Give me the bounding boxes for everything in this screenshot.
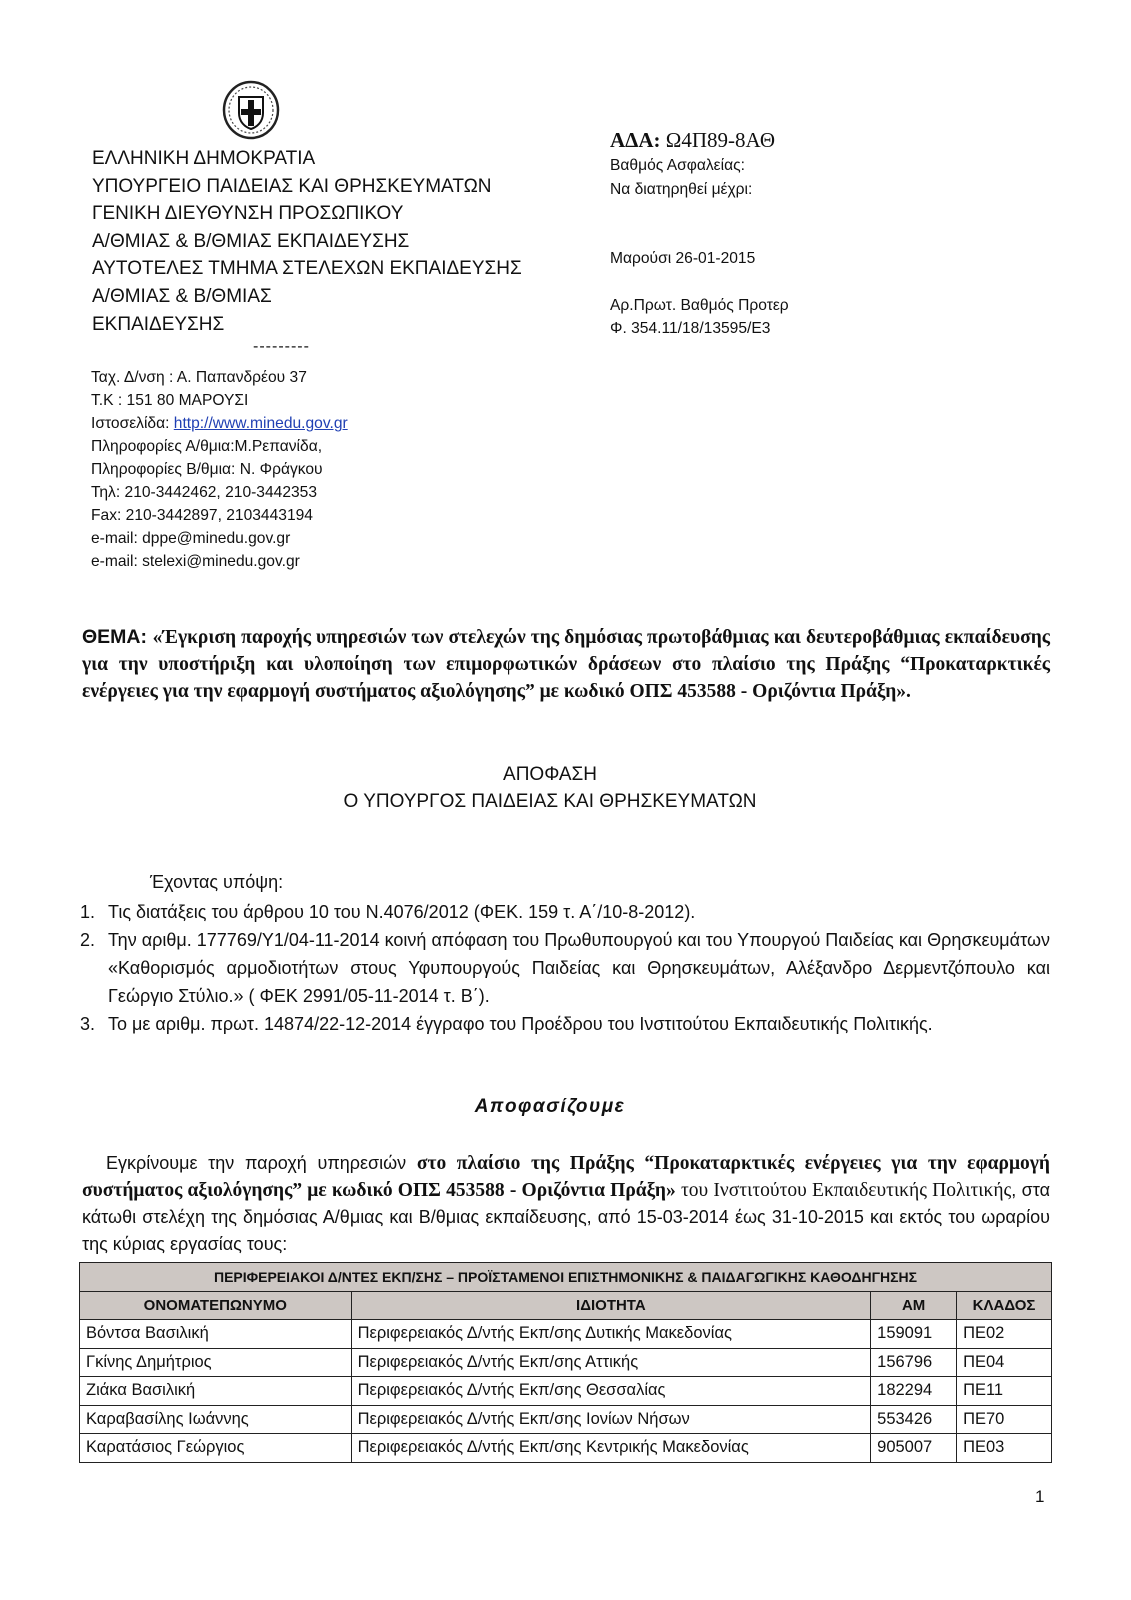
cell-name: Βόντσα Βασιλική [80,1320,352,1349]
email-2: e-mail: stelexi@minedu.gov.gr [91,553,300,570]
cell-branch: ΠΕ03 [957,1434,1052,1463]
header-line: Α/ΘΜΙΑΣ & Β/ΘΜΙΑΣ ΕΚΠΑΙΔΕΥΣΗΣ [92,230,410,252]
header-line: Α/ΘΜΙΑΣ & Β/ΘΜΙΑΣ [92,285,272,307]
column-header: ΙΔΙΟΤΗΤΑ [351,1291,871,1320]
minister-title: Ο ΥΠΟΥΡΓΟΣ ΠΑΙΔΕΙΑΣ ΚΑΙ ΘΡΗΣΚΕΥΜΑΤΩΝ [343,791,757,812]
cell-name: Ζιάκα Βασιλική [80,1377,352,1406]
subject [82,624,1050,705]
website [91,412,348,435]
info-primary: Πληροφορίες Α/θμια:Μ.Ρεπανίδα, [91,438,323,455]
cell-id: 182294 [871,1377,957,1406]
ada-code [610,128,775,153]
list-text: Την αριθμ. 177769/Υ1/04-11-2014 κοινή απόφαση του Πρωθυπουργού και του Υπουργού Παιδείας και Θρησκευμάτων «Καθορισμός αρμοδιοτήτων στους Υφυπουργούς Παιδείας και Θρησκευμάτων, Αλέξανδρο Δερμεντζόπουλο και Γεώργιο Στύλιο.» ( ΦΕΚ 2991/05-11-2014 τ. Β΄). [108,930,1050,1006]
column-header: ΚΛΑΔΟΣ [957,1291,1052,1320]
table-title: ΠΕΡΙΦΕΡΕΙΑΚΟΙ Δ/ΝΤΕΣ ΕΚΠ/ΣΗΣ – ΠΡΟΪΣΤΑΜΕΝΟΙ ΕΠΙΣΤΗΜΟΝΙΚΗΣ & ΠΑΙΔΑΓΩΓΙΚΗΣ ΚΑΘΟΔΗΓΗΣΗΣ [80,1263,1052,1292]
table-row [80,1348,1052,1377]
keep-until: Να διατηρηθεί μέχρι: [610,181,753,198]
list-number: 3. [80,1014,96,1034]
body-part-2: στο πλαίσιο της Πράξης “Προκαταρκτικές ενέργειες για την εφαρμογή συστήματος αξιολόγησης” με κωδικό ΟΠΣ 453588 - Οριζόντια Πράξη» [82,1153,1050,1201]
table-row [80,1405,1052,1434]
staff-table [79,1262,1052,1463]
body-part-3: του Ινστιτούτου Εκπαιδευτικής Πολιτικής [675,1180,1012,1201]
cell-id: 553426 [871,1405,957,1434]
cell-branch: ΠΕ11 [957,1377,1052,1406]
we-decide-heading: Αποφασίζουμε [474,1096,626,1117]
contact-details [91,366,348,573]
body-part-1: Εγκρίνουμε την παροχή υπηρεσιών [106,1153,417,1173]
cell-id: 905007 [871,1434,957,1463]
postal-code: Τ.Κ : 151 80 ΜΑΡΟΥΣΙ [91,392,249,409]
header-line: ΓΕΝΙΚΗ ΔΙΕΥΘΥΝΣΗ ΠΡΟΣΩΠΙΚΟΥ [92,203,404,225]
header-separator: --------- [253,338,310,355]
cell-role: Περιφερειακός Δ/ντής Εκπ/σης Δυτικής Μακεδονίας [351,1320,871,1349]
protocol-number: Φ. 354.11/18/13595/Ε3 [610,320,771,337]
table-row [80,1434,1052,1463]
cell-name: Καρατάσιος Γεώργιος [80,1434,352,1463]
subject-text: «Έγκριση παροχής υπηρεσιών των στελεχών της δημόσιας πρωτοβάθμιας και δευτεροβάθμιας εκπαίδευσης για την υποστήριξη και υλοποίηση των επιμορφωτικών δράσεων στο πλαίσιο της Πράξης “Προκαταρκτικές ενέργειες για την εφαρμογή συστήματος αξιολόγησης” με κωδικό ΟΠΣ 453588 - Οριζόντια Πράξη». [82,627,1050,702]
telephone: Τηλ: 210-3442462, 210-3442353 [91,484,318,501]
place-date: Μαρούσι 26-01-2015 [610,250,756,267]
list-item [80,898,1050,926]
cell-branch: ΠΕ70 [957,1405,1052,1434]
table-row [80,1320,1052,1349]
list-number: 2. [80,930,96,950]
column-header: ΑΜ [871,1291,957,1320]
subject-label: ΘΕΜΑ: [82,626,153,648]
info-secondary: Πληροφορίες Β/θμια: Ν. Φράγκου [91,461,323,478]
header-line: ΕΛΛΗΝΙΚΗ ΔΗΜΟΚΡΑΤΙΑ [92,148,316,169]
column-header: ΟΝΟΜΑΤΕΠΩΝΥΜΟ [80,1291,352,1320]
issuing-authority-header [92,145,522,338]
body-part-4: , στα κάτωθι στελέχη της δημόσιας Α/θμιας και Β/θμιας εκπαίδευσης, από 15-03-2014 έως 31-10-2015 και εκτός του ωραρίου της κύριας εργασίας τους: [82,1180,1050,1254]
security-level: Βαθμός Ασφαλείας: [610,157,745,174]
list-text: Το με αριθμ. πρωτ. 14874/22-12-2014 έγγραφο του Προέδρου του Ινστιτούτου Εκπαιδευτικής Πολιτικής. [108,1014,933,1034]
header-line: ΥΠΟΥΡΓΕΙΟ ΠΑΙΔΕΙΑΣ ΚΑΙ ΘΡΗΣΚΕΥΜΑΤΩΝ [92,175,492,197]
table-row [80,1377,1052,1406]
cell-name: Γκίνης Δημήτριος [80,1348,352,1377]
protocol-label: Αρ.Πρωτ. Βαθμός Προτερ [610,297,789,314]
decision-title: ΑΠΟΦΑΣΗ [503,764,597,785]
cell-role: Περιφερειακός Δ/ντής Εκπ/σης Κεντρικής Μακεδονίας [351,1434,871,1463]
having-regard: Έχοντας υπόψη: [150,872,284,892]
cell-branch: ΠΕ02 [957,1320,1052,1349]
ada-value: Ω4Π89-8ΑΘ [665,128,775,152]
ada-label: ΑΔΑ: [610,128,666,152]
list-item [80,1010,1050,1038]
list-text: Τις διατάξεις του άρθρου 10 του Ν.4076/2012 (ΦΕΚ. 159 τ. Α΄/10-8-2012). [108,902,696,922]
cell-role: Περιφερειακός Δ/ντής Εκπ/σης Αττικής [351,1348,871,1377]
header-line: ΕΚΠΑΙΔΕΥΣΗΣ [92,313,225,335]
list-number: 1. [80,902,96,922]
header-line: ΑΥΤΟΤΕΛΕΣ ΤΜΗΜΑ ΣΤΕΛΕΧΩΝ ΕΚΠΑΙΔΕΥΣΗΣ [92,258,522,280]
cell-id: 159091 [871,1320,957,1349]
considerations-list [80,898,1050,1038]
website-label: Ιστοσελίδα: [91,415,174,432]
hellenic-emblem-icon [222,80,280,140]
list-item [80,926,1050,1010]
fax: Fax: 210-3442897, 2103443194 [91,507,313,524]
decision-body [82,1150,1050,1258]
page-number: 1 [1035,1487,1045,1506]
address: Ταχ. Δ/νση : Α. Παπανδρέου 37 [91,369,307,386]
cell-branch: ΠΕ04 [957,1348,1052,1377]
cell-role: Περιφερειακός Δ/ντής Εκπ/σης Ιονίων Νήσων [351,1405,871,1434]
cell-name: Καραβασίλης Ιωάννης [80,1405,352,1434]
cell-id: 156796 [871,1348,957,1377]
cell-role: Περιφερειακός Δ/ντής Εκπ/σης Θεσσαλίας [351,1377,871,1406]
email-1: e-mail: dppe@minedu.gov.gr [91,530,291,547]
website-link[interactable]: http://www.minedu.gov.gr [173,415,348,432]
